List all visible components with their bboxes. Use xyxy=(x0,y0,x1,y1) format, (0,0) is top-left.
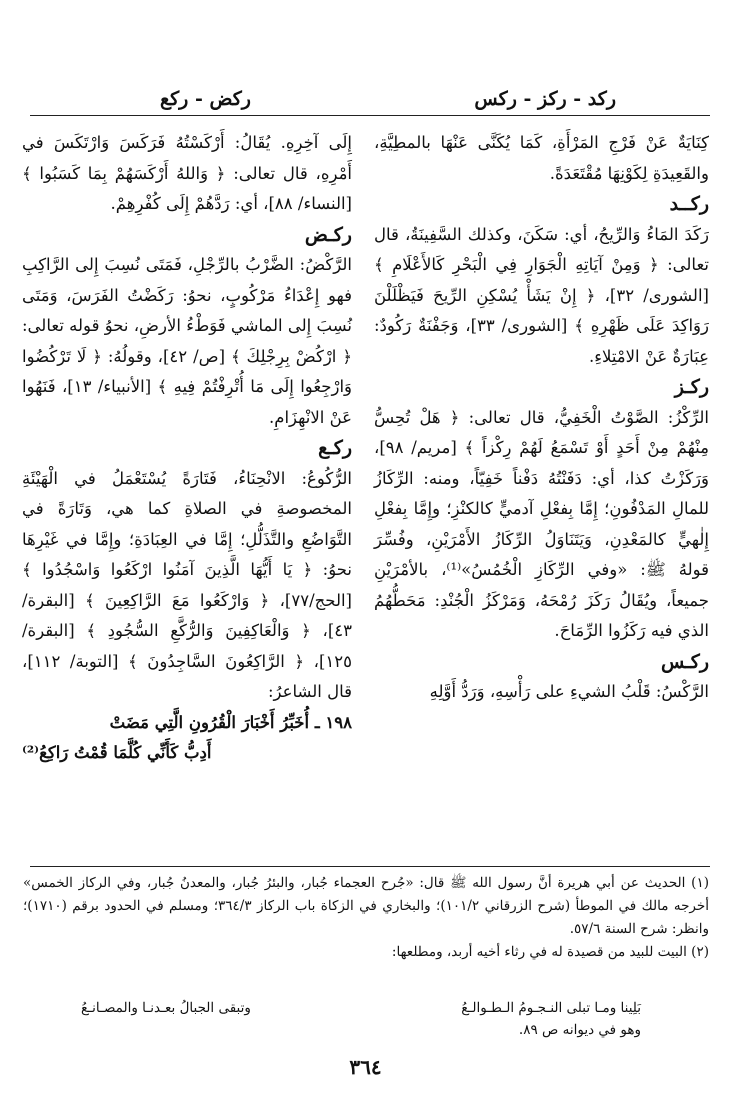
footnote-1: (١) الحديث عن أبي هريرة أنَّ رسول الله ﷺ قال: «جُرح العجماء جُبار، والبئرُ جُبار، والمعدنُ جُبار، وفي الركاز الخمس» أخرجه مالك في الموطأ (شرح الزرقاني ١٠١/٢)؛ والبخاري في الزكاة باب الركاز ٣٦٤/٣؛ ومسلم في الحدود برقم (١٧١٠)؛ وانظر: شرح السنة ٥٧/٦. xyxy=(23,875,709,937)
paragraph: رَكَدَ المَاءُ وَالرِّيحُ، أي: سَكَنَ، وكذلك السَّفِينَةُ، قال تعالى: ﴿ وَمِنْ آيَاتِهِ الْجَوَارِ فِي الْبَحْرِ كَالأَعْلَامِ ﴾ [الشورى/ ٣٢]، ﴿ إِنْ يَشَأْ يُسْكِنِ الرِّيحَ فَيَظْلَلْنَ رَوَاكِدَ عَلَى ظَهْرِهِ ﴾ [الشورى/ ٣٣]، وَجَفْنَةٌ رَكُودٌ: عِبَارَةٌ عَنْ الامْتِلاءِ. xyxy=(374,224,709,366)
footnote-2-tail: وهو في ديوانه ص ٨٩. xyxy=(518,1022,641,1038)
running-header-right: ركد - ركز - ركس xyxy=(474,88,616,110)
entry-heading-rakasa: ركـس xyxy=(660,650,709,673)
paragraph: الرُّكُوعُ: الانْحِنَاءُ، فَتَارَةً يُسْتَعْمَلُ في الْهَيْئَةِ المخصوصةِ في الصلاةِ كما هي، وَتَارَةً في التَّوَاضُعِ والتَّذَلُّلِ؛ إِمَّا في العِبَادَةِ؛ وإِمَّا في غَيْرِهَا نحوُ: ﴿ يَا أَيُّهَا الَّذِينَ آمَنُوا ارْكَعُوا وَاسْجُدُوا ﴾ [الحج/٧٧]، ﴿ وَارْكَعُوا مَعَ الرَّاكِعِينَ ﴾ [البقرة/ ٤٣]، ﴿ وَالْعَاكِفِينَ وَالرُّكَّعِ السُّجُودِ ﴾ [البقرة/ ١٢٥]، ﴿ الرَّاكِعُونَ السَّاجِدُونَ ﴾ [التوبة/ ١١٢]، قال الشاعرُ: xyxy=(22,468,352,701)
entry-heading-rakada: ركــد xyxy=(669,193,709,215)
left-column xyxy=(22,128,352,769)
paragraph: الرَّكْضُ: الضَّرْبُ بالرِّجْلِ، فَمَتَى نُسِبَ إِلى الرَّاكِبِ فهو إِعْدَاءُ مَرْكُوبٍ، نحوُ: رَكَضْتُ الفَرَسَ، وَمَتَى نُسِبَ إِلى الماشي فَوَطْءُ الأرضِ، نحوُ قوله تعالى: ﴿ ارْكُضْ بِرِجْلِكَ ﴾ [ص/ ٤٢]، وقولُهُ: ﴿ لَا تَرْكُضُوا وَارْجِعُوا إِلَى مَا أُتْرِفْتُمْ فِيهِ ﴾ [الأنبياء/ ١٣]، فَنَهُوا عَنْ الانْهِزَامِ. xyxy=(22,255,352,427)
page-number: ٣٦٤ xyxy=(349,1055,382,1079)
right-column xyxy=(374,128,709,708)
entry-heading-rakada-foot: ركـض xyxy=(304,223,352,246)
poem-hemistich-second: وتبقى الجبالُ بعـدنـا والمصـانـعُ xyxy=(81,1000,251,1016)
footnote-2: (٢) البيت للبيد من قصيدة له في رثاء أخيه أربد، ومطلعها: xyxy=(391,944,709,960)
footnote-poem xyxy=(81,1000,641,1016)
paragraph: إِلَى آخِرِهِ. يُقَالُ: أَرْكَسْتُهُ فَرَكَسَ وَارْتَكَسَ في أَمْرِهِ، قال تعالى: ﴿ وَاللهُ أَرْكَسَهُمْ بِمَا كَسَبُوا ﴾ [النساء/ ٨٨]، أي: رَدَّهُمْ إِلَى كُفْرِهِمْ. xyxy=(22,133,352,213)
footnotes xyxy=(23,872,709,964)
footnote-rule xyxy=(30,866,710,867)
entry-heading-rakaza: ركـز xyxy=(674,376,709,398)
entry-heading-rakaa: ركـع xyxy=(318,437,352,459)
poem-verse-first: ١٩٨ ـ أُخَبِّرُ أَخْبَارَ الْقُرُونِ الَّتِي مَضَتْ xyxy=(109,712,352,732)
running-header-left: ركض - ركع xyxy=(160,88,251,110)
paragraph: الرَّكْسُ: قَلْبُ الشيءِ على رَأْسِهِ، وَرَدُّ أَوَّلِهِ xyxy=(429,682,709,701)
paragraph: كِنَايَةٌ عَنْ فَرْجِ المَرْأَةِ، كَمَا يُكَنَّى عَنْهَا بالمطِيَّةِ، والقَعِيدَةِ لِكَوْنِهَا مُقْتَعَدَةً. xyxy=(374,133,709,183)
poem-verse-second: أَدِبُّ كَأَنِّي كُلَّمَا قُمْتُ رَاكِعُ⁽²⁾ xyxy=(22,743,212,762)
poem-hemistich-first: بَلِينا ومـا تبلى النـجـومُ الـطـوالـعُ xyxy=(461,1000,641,1016)
header-rule xyxy=(30,115,710,116)
paragraph: الرِّكْزُ: الصَّوْتُ الْخَفِيُّ، قال تعالى: ﴿ هَلْ تُحِسُّ مِنْهُمْ مِنْ أَحَدٍ أَوْ تَسْمَعُ لَهُمْ رِكْزاً ﴾ [مريم/ ٩٨]، وَرَكَزْتُ كذا، أي: دَفَنْتُهُ دَفْناً خَفِيّاً، ومنه: الرِّكَازُ للمالِ المَدْفُونِ؛ إِمَّا بِفعْلِ آدميٍّ كالكنْزِ؛ وإِمَّا بِفعْلِ إِلٰهيٍّ كالمَعْدِنِ، وَيَتَنَاوَلُ الرِّكَازُ الأَمْرَيْنِ، وفُسِّرَ قولهُ ﷺ: «وفي الرِّكَازِ الْخُمُسُ»⁽¹⁾، بالأمْرَيْنِ جميعاً، ويُقَالُ رَكَزَ رُمْحَهُ، وَمَرْكَزُ الْجُنْدِ: مَحَطُّهُمُ الذي فيه رَكَزُوا الرِّمَاحَ. xyxy=(374,407,710,640)
